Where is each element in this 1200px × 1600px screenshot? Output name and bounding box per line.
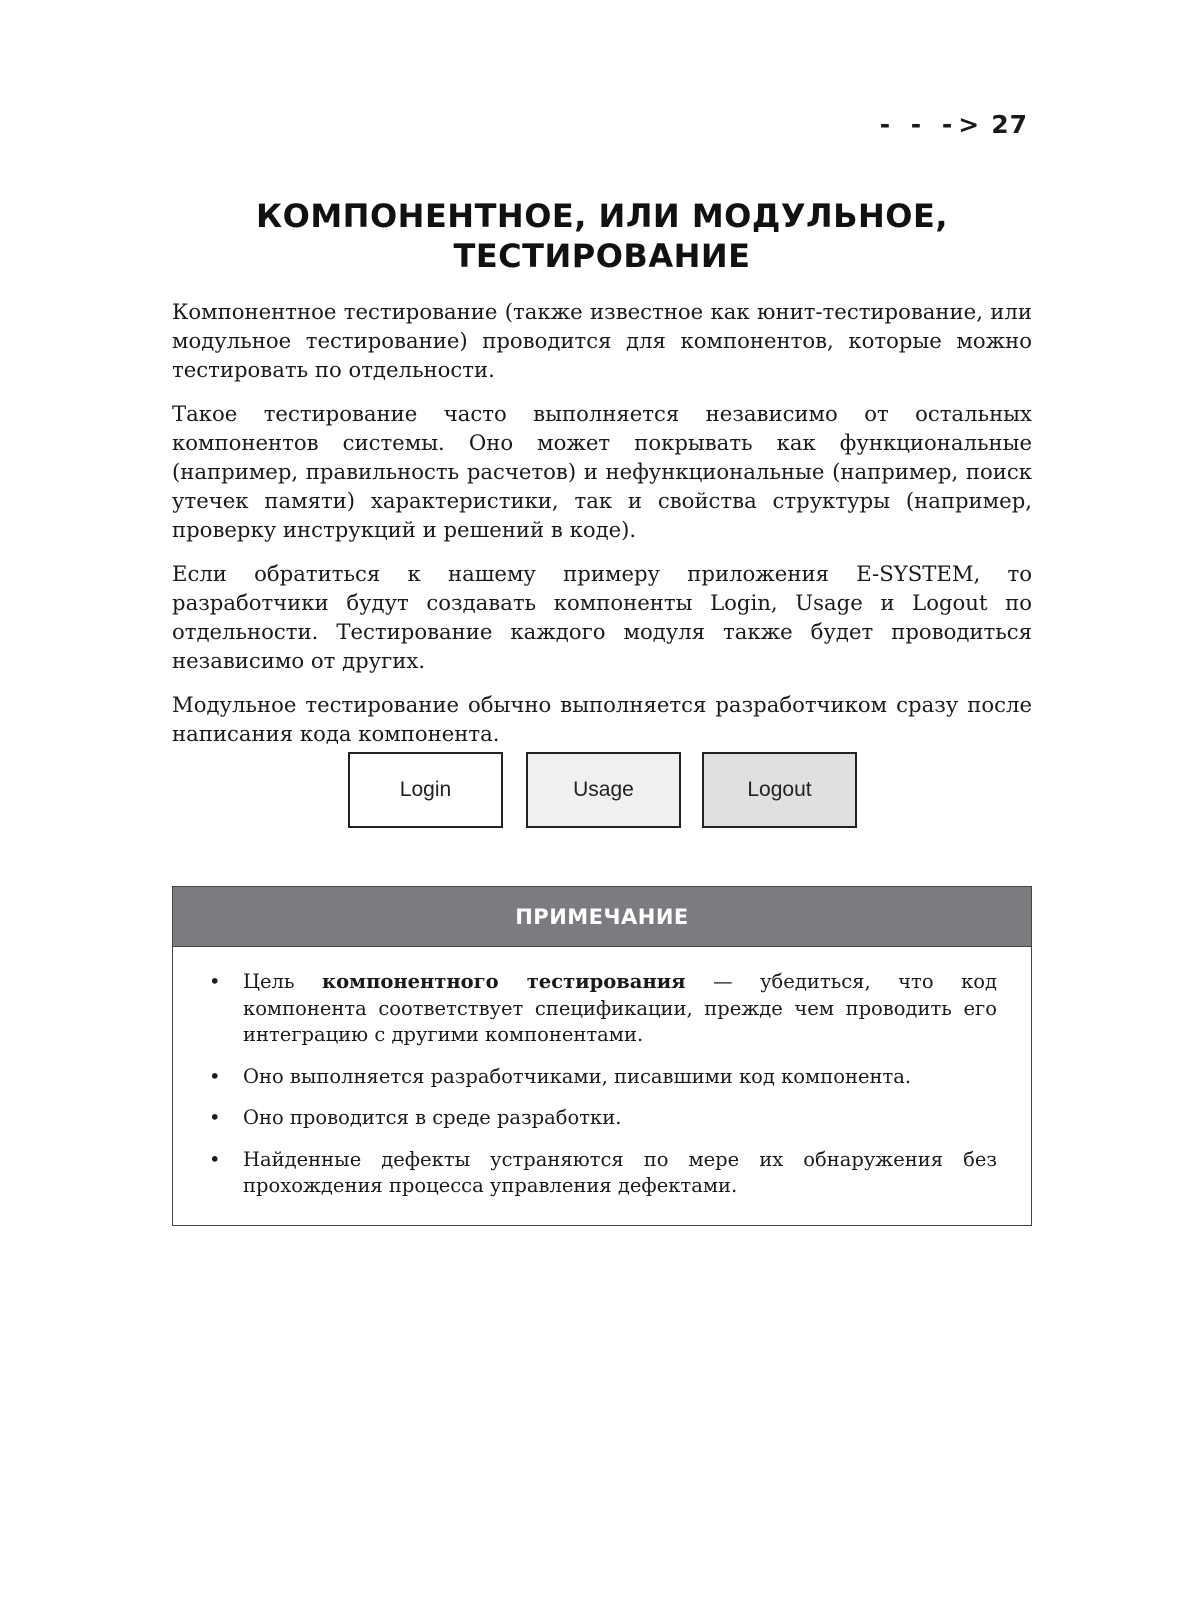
- paragraph-3: Если обратиться к нашему примеру приложения E-SYSTEM, то разработчики будут создавать компоненты Login, Usage и Logout по отдельности. Тестирование каждого модуля также будет проводиться независимо от других.: [172, 561, 1032, 673]
- note-item-2: [207, 1064, 997, 1091]
- module-label-usage: Usage: [573, 778, 634, 801]
- note-box: [172, 886, 1032, 1226]
- note-item-3-text: Оно проводится в среде разработки.: [243, 1106, 622, 1129]
- bullet-icon: •: [209, 1064, 221, 1088]
- module-box-usage: [526, 752, 681, 828]
- note-item-1: [207, 969, 997, 1049]
- section-title-line-1: КОМПОНЕНТНОЕ, ИЛИ МОДУЛЬНОЕ,: [255, 197, 949, 235]
- page-number: [880, 110, 1028, 139]
- note-item-3: [207, 1105, 997, 1132]
- note-item-4: [207, 1147, 997, 1200]
- page-number-value: 27: [991, 110, 1028, 139]
- note-item-1-suffix: — убедиться, что код компонента соответствует спецификации, прежде чем проводить его интеграцию с другими компонентами.: [243, 970, 998, 1046]
- section-title: [172, 196, 1032, 276]
- note-item-2-text: Оно выполняется разработчиками, писавшими код компонента.: [243, 1064, 912, 1088]
- paragraph-2: Такое тестирование часто выполняется независимо от остальных компонентов системы. Оно может покрывать как функциональные (например, правильность расчетов) и нефункциональные (например, поиск утечек памяти) характеристики, так и свойства структуры (например, проверку инструкций и решений в коде).: [172, 401, 1032, 542]
- note-item-4-text: Найденные дефекты устраняются по мере их обнаружения без прохождения процесса управления дефектами.: [243, 1147, 997, 1197]
- paragraph-4: Модульное тестирование обычно выполняется разработчиком сразу после написания кода компонента.: [172, 692, 1032, 746]
- bullet-icon: •: [209, 1106, 221, 1129]
- module-diagram: [0, 752, 1200, 828]
- note-list: [173, 947, 1031, 1200]
- paragraph-1: Компонентное тестирование (также известное как юнит-тестирование, или модульное тестирование) проводится для компонентов, которые можно тестировать по отдельности.: [172, 299, 1032, 382]
- note-header: ПРИМЕЧАНИЕ: [173, 887, 1031, 947]
- body-text: [172, 297, 1032, 763]
- section-title-line-2: ТЕСТИРОВАНИЕ: [453, 237, 751, 275]
- module-box-login: [348, 752, 503, 828]
- note-item-1-prefix: Цель: [243, 970, 323, 993]
- note-item-1-term: компонентного тестирования: [322, 970, 686, 993]
- module-label-logout: Logout: [747, 778, 812, 801]
- bullet-icon: •: [209, 970, 221, 993]
- bullet-icon: •: [209, 1147, 221, 1171]
- module-label-login: Login: [399, 778, 452, 801]
- module-box-logout: [702, 752, 857, 828]
- page-number-arrow: - - ->: [879, 110, 986, 139]
